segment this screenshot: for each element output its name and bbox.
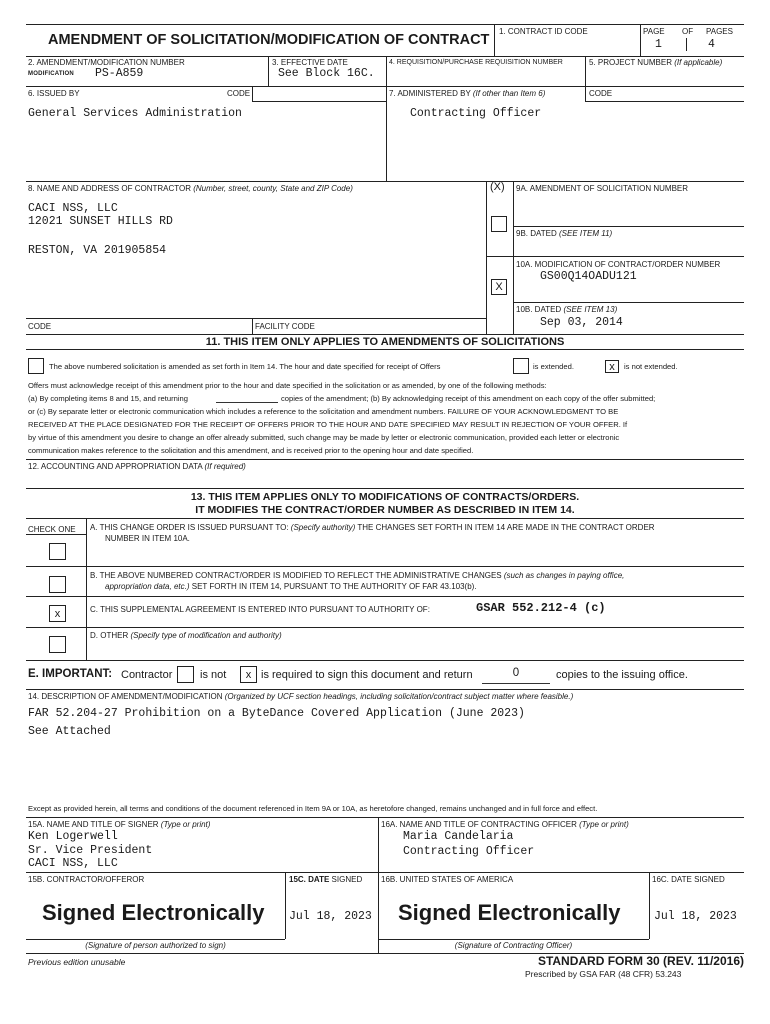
divider	[252, 318, 253, 334]
item-15a-label	[28, 820, 210, 830]
divider	[252, 86, 253, 101]
contractor-text: 8. NAME AND ADDRESS OF CONTRACTOR	[28, 184, 191, 193]
divider	[268, 56, 269, 86]
item-11-para-3: or (c) By separate letter or electronic communication which includes a reference to the solicitation and amendment numbers. FAILURE OF YOUR ACKNOWLEDGMENT TO BE	[28, 407, 619, 416]
rule	[26, 817, 744, 818]
rule	[26, 660, 744, 661]
item-10b-note: (SEE ITEM 13)	[563, 305, 618, 314]
officer-caption: (Signature of Contracting Officer)	[454, 941, 573, 950]
rule	[26, 689, 744, 690]
rule	[585, 101, 744, 102]
effective-date-label: 3. EFFECTIVE DATE	[272, 58, 348, 67]
item-12-text: 12. ACCOUNTING AND APPROPRIATION DATA	[28, 462, 203, 471]
divider	[585, 86, 586, 101]
item-15c-rest: SIGNED	[331, 875, 363, 884]
item-15b-label: 15B. CONTRACTOR/OFFEROR	[28, 875, 145, 884]
item-16a-text: 16A. NAME AND TITLE OF CONTRACTING OFFICER	[381, 820, 577, 829]
item-14-label	[28, 692, 573, 702]
option-a-line-2: NUMBER IN ITEM 10A.	[105, 534, 190, 543]
rule	[486, 256, 744, 257]
copies-blank	[216, 402, 278, 403]
divider	[494, 24, 495, 57]
option-c-checkbox[interactable]: x	[49, 605, 66, 622]
solicitation-amended-checkbox[interactable]	[28, 358, 44, 374]
rule	[26, 596, 744, 597]
rule	[26, 459, 744, 460]
item-13-title-1: 13. THIS ITEM APPLIES ONLY TO MODIFICATIONS OF CONTRACTS/ORDERS.	[190, 491, 580, 503]
item-10-checkbox[interactable]: X	[491, 279, 507, 295]
divider	[585, 56, 586, 86]
item-11-para-4: RECEIVED AT THE PLACE DESIGNATED FOR THE RECEIPT OF OFFERS PRIOR TO THE HOUR AND DATE SPECIFIED MAY RESULT IN REJECTION OF YOUR OFFER. If	[28, 420, 628, 429]
standard-form-number: STANDARD FORM 30 (REV. 11/2016)	[537, 954, 744, 968]
contractor-date-signed: Jul 18, 2023	[289, 910, 372, 923]
rule	[26, 488, 744, 489]
officer-name: Maria Candelaria	[403, 830, 514, 843]
item-14-text: 14. DESCRIPTION OF AMENDMENT/MODIFICATION	[28, 692, 223, 701]
option-b-label	[90, 571, 624, 581]
option-c-authority: GSAR 552.212-4 (c)	[476, 601, 606, 615]
pages-label: PAGES	[706, 27, 733, 36]
contract-id-label: 1. CONTRACT ID CODE	[499, 27, 588, 36]
option-d-note: (Specify type of modification and authority)	[130, 631, 282, 640]
option-a-text: A. THIS CHANGE ORDER IS ISSUED PURSUANT TO:	[90, 523, 289, 532]
item-12-note: (If required)	[204, 462, 246, 471]
item-15a-text: 15A. NAME AND TITLE OF SIGNER	[28, 820, 159, 829]
administered-by-text: 7. ADMINISTERED BY	[389, 89, 471, 98]
item-15c-label	[289, 875, 362, 885]
is-not-checkbox[interactable]	[177, 666, 194, 683]
item-10b-text: 10B. DATED	[516, 305, 562, 314]
amendment-number-value: PS-A859	[95, 67, 144, 80]
option-a-rest: THE CHANGES SET FORTH IN ITEM 14 ARE MADE IN THE CONTRACT ORDER	[357, 523, 655, 532]
amendment-number-label: 2. AMENDMENT/MODIFICATION NUMBER	[28, 58, 185, 67]
administered-by-label	[389, 89, 545, 99]
administered-by-note: (If other than Item 6)	[472, 89, 546, 98]
divider	[649, 872, 650, 939]
contractor-name: CACI NSS, LLC	[28, 202, 118, 215]
item-10b-value: Sep 03, 2014	[540, 316, 623, 329]
item-15a-note: (Type or print)	[160, 820, 211, 829]
item-14-line-1: FAR 52.204-27 Prohibition on a ByteDance Covered Application (June 2023)	[28, 707, 525, 720]
rule	[513, 226, 744, 227]
copies-tail: copies to the issuing office.	[556, 669, 688, 681]
project-number-text: 5. PROJECT NUMBER	[589, 58, 672, 67]
top-rule	[26, 24, 744, 25]
option-a-checkbox[interactable]	[49, 543, 66, 560]
contractor-street: 12021 SUNSET HILLS RD	[28, 215, 173, 228]
item-16a-label	[381, 820, 629, 830]
previous-edition-note: Previous edition unusable	[28, 957, 126, 967]
option-b-checkbox[interactable]	[49, 576, 66, 593]
administered-by-value: Contracting Officer	[410, 107, 542, 120]
divider	[386, 56, 387, 86]
item-9b-text: 9B. DATED	[516, 229, 557, 238]
item-9-checkbox[interactable]	[491, 216, 507, 232]
divider	[285, 872, 286, 939]
project-number-label	[589, 58, 722, 68]
item-14-line-2: See Attached	[28, 725, 111, 738]
effective-date-value: See Block 16C.	[278, 67, 375, 80]
item-11-para-6: communication makes reference to the solicitation and this amendment, and is received prior to the opening hour and date specified.	[28, 446, 474, 455]
item-16c-label: 16C. DATE SIGNED	[652, 875, 725, 884]
page-number: 1	[655, 38, 662, 51]
rule	[378, 939, 649, 940]
except-statement: Except as provided herein, all terms and conditions of the document referenced in Item 9A or 10A, as heretofore changed, remains unchanged and in full force and effect.	[28, 804, 598, 813]
rule	[26, 872, 744, 873]
rule	[26, 318, 486, 319]
option-b-rest: SET FORTH IN ITEM 14, PURSUANT TO THE AUTHORITY OF FAR 43.103(b).	[191, 582, 477, 591]
form-title: AMENDMENT OF SOLICITATION/MODIFICATION OF CONTRACT	[48, 32, 490, 48]
option-c-label: C. THIS SUPPLEMENTAL AGREEMENT IS ENTERED INTO PURSUANT TO AUTHORITY OF:	[90, 605, 430, 614]
officer-signature: Signed Electronically	[398, 900, 621, 925]
copies-count: 0	[512, 667, 520, 679]
is-extended-label: is extended.	[533, 362, 574, 371]
item-16b-label: 16B. UNITED STATES OF AMERICA	[381, 875, 514, 884]
contractor-city: RESTON, VA 201905854	[28, 244, 167, 257]
option-b-note: (such as changes in paying office,	[503, 571, 625, 580]
not-extended-label: is not extended.	[624, 362, 678, 371]
item-9b-note: (SEE ITEM 11)	[558, 229, 613, 238]
item-16a-note: (Type or print)	[579, 820, 629, 829]
officer-date-signed: Jul 18, 2023	[654, 910, 737, 923]
rule	[26, 86, 744, 87]
is-not-label: is not	[200, 669, 227, 681]
item-12-label	[28, 462, 246, 472]
divider	[513, 181, 514, 334]
not-extended-checkbox[interactable]: x	[605, 360, 619, 373]
item-10a-value: GS00Q14OADU121	[540, 270, 637, 283]
divider	[86, 518, 87, 660]
item-13-title-2: IT MODIFIES THE CONTRACT/ORDER NUMBER AS DESCRIBED IN ITEM 14.	[195, 504, 575, 516]
rule	[26, 518, 744, 519]
issued-by-label: 6. ISSUED BY	[28, 89, 80, 98]
option-a-note: (Specify authority)	[290, 523, 356, 532]
rule	[26, 534, 86, 535]
option-b-text: B. THE ABOVE NUMBERED CONTRACT/ORDER IS MODIFIED TO REFLECT THE ADMINISTRATIVE CHANGES	[90, 571, 502, 580]
signer-title: Sr. Vice President	[28, 844, 153, 857]
signer-company: CACI NSS, LLC	[28, 857, 118, 870]
page-label: PAGE	[643, 27, 665, 36]
divider	[640, 24, 641, 57]
rule	[513, 302, 744, 303]
option-a-label	[90, 523, 655, 533]
contractor-word: Contractor	[121, 669, 173, 681]
requisition-label: 4. REQUISITION/PURCHASE REQUISITION NUMBER	[389, 59, 563, 66]
divider	[378, 817, 379, 953]
item-11-para-2b: copies of the amendment; (b) By acknowledging receipt of this amendment on each copy of the offer submitted;	[281, 394, 656, 403]
signer-caption: (Signature of person authorized to sign)	[85, 941, 226, 950]
item-14-note: (Organized by UCF section headings, including solicitation/contract subject matter where feasible.)	[224, 692, 574, 701]
item-11-para-5: by virtue of this amendment you desire to change an offer already submitted, such change may be made by letter or electronic communication, provided each letter or electronic	[28, 433, 620, 442]
page-separator	[686, 38, 687, 51]
rule	[252, 101, 386, 102]
prescribed-by: Prescribed by GSA FAR (48 CFR) 53.243	[525, 969, 682, 979]
project-number-note: (If applicable)	[674, 58, 723, 67]
item-11-title: 11. THIS ITEM ONLY APPLIES TO AMENDMENTS OF SOLICITATIONS	[205, 336, 565, 348]
divider	[386, 86, 387, 181]
required-text: is required to sign this document and return	[261, 669, 473, 681]
option-b-note-2: appropriation data, etc.)	[105, 582, 190, 591]
modification-tag: MODIFICATION	[28, 71, 74, 77]
rule	[26, 566, 744, 567]
rule	[26, 939, 285, 940]
rule	[26, 181, 744, 182]
x-column-header: (X)	[490, 181, 505, 193]
item-15c-text: 15C. DATE	[289, 875, 330, 884]
code-label: CODE	[227, 89, 251, 98]
facility-code-label: FACILITY CODE	[255, 322, 315, 331]
option-d-label	[90, 631, 282, 641]
code-label: CODE	[589, 89, 613, 98]
item-9b-label	[516, 229, 612, 239]
check-one-label: CHECK ONE	[28, 525, 76, 534]
total-pages: 4	[708, 38, 715, 51]
code-label: CODE	[28, 322, 52, 331]
contractor-label	[28, 184, 353, 194]
item-11-para-1: Offers must acknowledge receipt of this amendment prior to the hour and date specified in the solicitation or as amended, by one of the following methods:	[28, 381, 547, 390]
option-d-text: D. OTHER	[90, 631, 129, 640]
item-10b-label	[516, 305, 617, 315]
contractor-signature: Signed Electronically	[42, 900, 265, 925]
signer-name: Ken Logerwell	[28, 830, 118, 843]
important-label: E. IMPORTANT:	[28, 668, 113, 680]
is-extended-checkbox[interactable]	[513, 358, 529, 374]
rule	[26, 56, 744, 57]
item-11-para-2a: (a) By completing items 8 and 15, and returning	[28, 394, 188, 403]
divider	[486, 181, 487, 334]
of-label: OF	[682, 27, 694, 36]
item-10a-label: 10A. MODIFICATION OF CONTRACT/ORDER NUMBER	[516, 260, 721, 269]
item-11-sentence: The above numbered solicitation is amended as set forth in Item 14. The hour and date specified for receipt of Offers	[49, 362, 441, 371]
officer-title: Contracting Officer	[403, 845, 535, 858]
is-required-checkbox[interactable]: x	[240, 666, 257, 683]
rule	[26, 627, 744, 628]
option-b-line-2	[105, 582, 477, 592]
rule	[26, 334, 744, 335]
item-9a-label: 9A. AMENDMENT OF SOLICITATION NUMBER	[516, 184, 689, 193]
contractor-note: (Number, street, county, State and ZIP Code)	[193, 184, 353, 193]
rule	[26, 349, 744, 350]
option-d-checkbox[interactable]	[49, 636, 66, 653]
issued-by-value: General Services Administration	[28, 107, 242, 120]
copies-underline	[482, 683, 550, 684]
